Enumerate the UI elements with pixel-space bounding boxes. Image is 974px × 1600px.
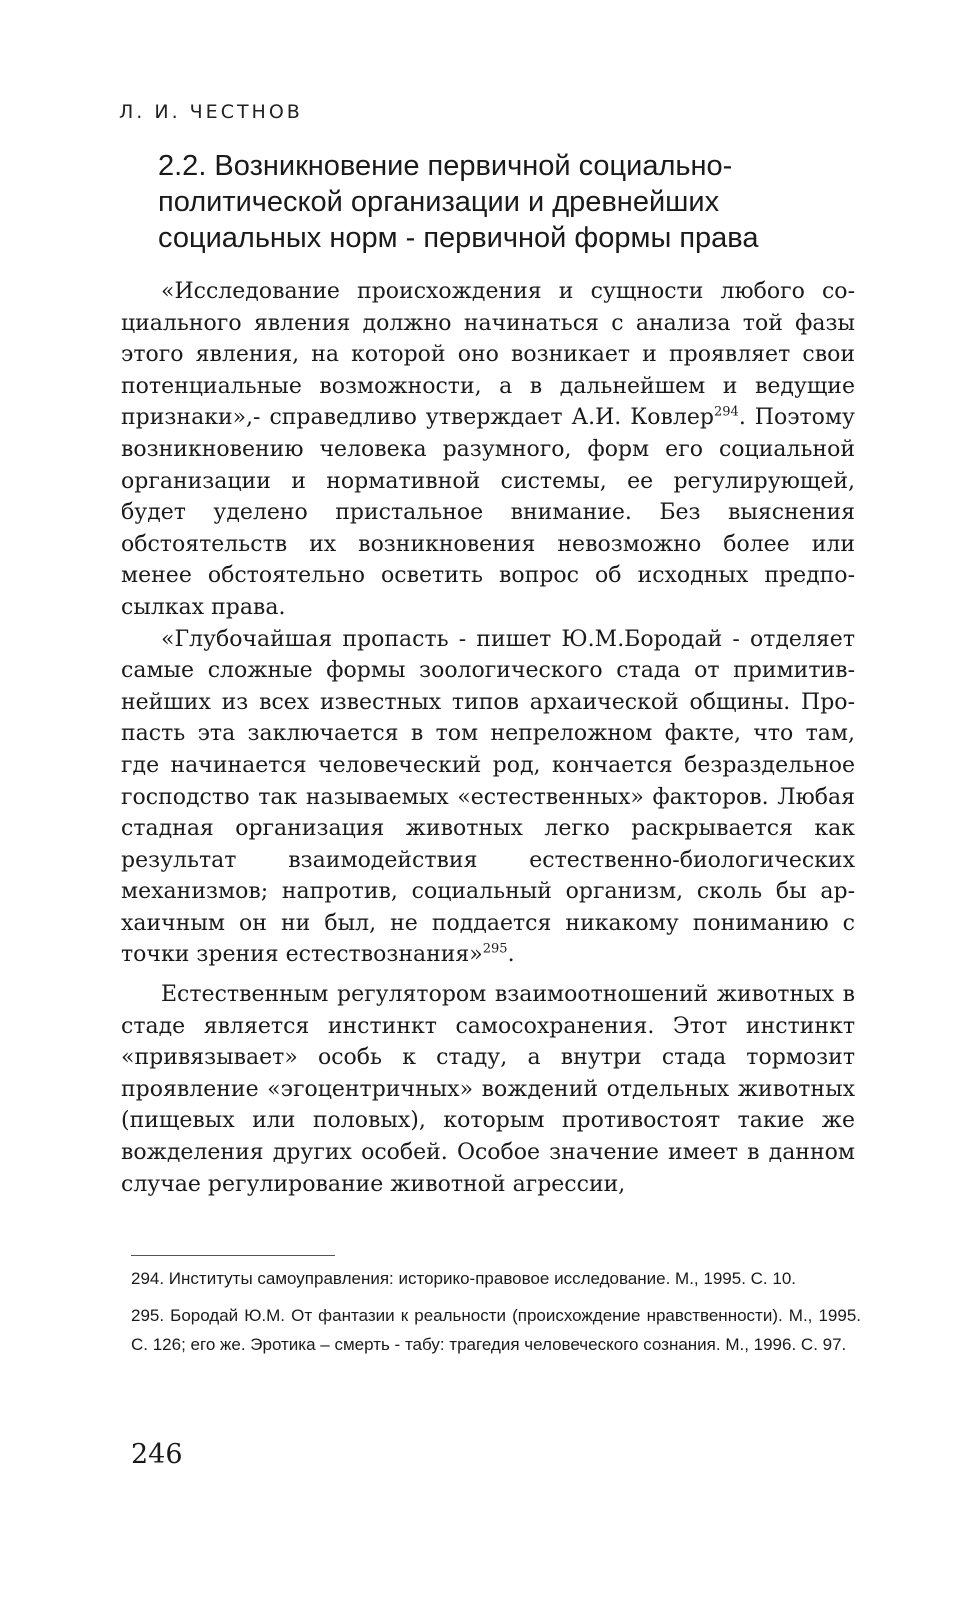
- paragraph-1: [121, 276, 855, 624]
- chapter-title: [158, 148, 878, 256]
- chapter-title-line: социальных норм - первичной формы права: [158, 222, 759, 254]
- running-head: Л. И. ЧЕСТНОВ: [119, 101, 303, 123]
- paragraph-text: . Поэтому возникновению человека разумного, форм его социальной организации и нормативной системы, ее регулирующей, будет уделено пристальное внимание. Без выяснения обстоятельств их возникновения невозможно более или менее обстоятельно осветить вопрос об исходных предпосылках права.: [121, 405, 855, 620]
- footnote-294: 294. Институты самоуправления: историко-правовое исследование. М., 1995. С. 10.: [131, 1269, 797, 1288]
- chapter-title-line: политической организации и древнейших: [158, 186, 720, 218]
- paragraph-3: [121, 979, 855, 1200]
- paragraph-text: Естественным регулятором взаимоотношений животных в стаде является инстинкт самосохранения. Этот инстинкт «привязывает» особь к стаду, а внутри стада тормозит проявление «эгоцентричных» вождений отдельных животных (пищевых или половых), которым противостоят такие же вожделения других особей. Особое значение имеет в данном случае регулирование животной агрессии,: [121, 982, 855, 1197]
- paragraph-text: «Глубочайшая пропасть - пишет Ю.М.Бородай - отделяет самые сложные формы зоологического стада от примитивнейших из всех известных типов архаической общины. Пропасть эта заключается в том непреложном факте, что там, где начинается человеческий род, кончается безраздельное господство так называемых «естественных» факторов. Любая стадная организация животных легко раскрывается как результат взаимодействия естественно-биологических механизмов; напротив, социальный организм, сколь бы архаичным он ни был, не поддается никакому пониманию с точки зрения естествознания»: [121, 626, 855, 968]
- footnote-ref-294[interactable]: 294: [713, 405, 739, 421]
- footnote-divider: [131, 1255, 335, 1256]
- chapter-title-line: 2.2. Возникновение первичной социально-: [158, 150, 733, 182]
- paragraph-2: [121, 624, 855, 972]
- page-number: 246: [131, 1439, 183, 1470]
- footnote-295: 295. Бородай Ю.М. От фантазии к реальности (происхождение нравственности). М., 1995. С. 126; его же. Эротика – смерть - табу: трагедия человеческого сознания. М., 1996. С. 97.: [131, 1306, 861, 1354]
- footnote-ref-295[interactable]: 295: [482, 942, 508, 958]
- body-text: [121, 276, 855, 1200]
- footnotes: [131, 1264, 861, 1367]
- paragraph-text: .: [507, 942, 515, 968]
- paragraph-text: «Исследование происхождения и сущности любого социального явления должно начинаться с анализа той фазы этого явления, на которой оно возникает и проявляет свои потенциальные возможности, а в дальнейшем и ведущие признаки»,- справедливо утверждает А.И. Ковлер: [121, 279, 855, 431]
